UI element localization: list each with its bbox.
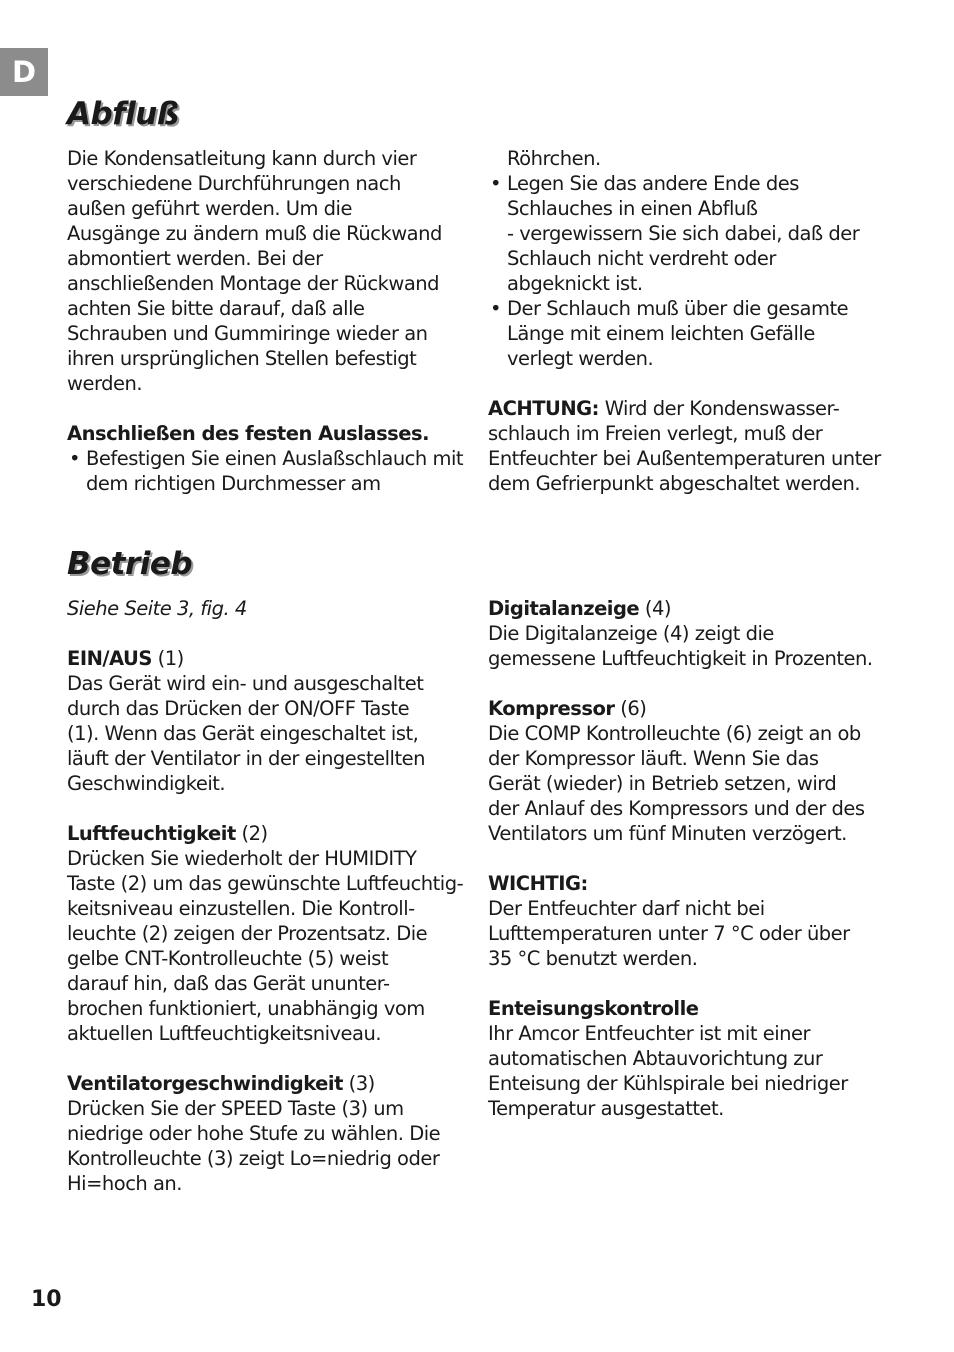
text-line: Lufttemperaturen unter 7 °C oder über — [488, 922, 850, 945]
fan-speed-heading: Ventilatorgeschwindigkeit — [67, 1072, 343, 1095]
language-tab: D — [0, 48, 48, 96]
bullet-continuation: Röhrchen. — [507, 147, 601, 170]
text-line: Schlauches in einen Abfluß — [507, 197, 758, 220]
subheading-fixed-outlet: Anschließen des festen Auslasses. — [67, 422, 430, 445]
bullet-item — [488, 296, 898, 371]
text-line: werden. — [67, 372, 143, 395]
einaus-heading: EIN/AUS — [67, 647, 152, 670]
defrost-heading: Enteisungskontrolle — [488, 997, 699, 1020]
digital-display-heading: Digitalanzeige — [488, 597, 640, 620]
ref-number: (1) — [157, 647, 184, 670]
important-block — [488, 871, 898, 971]
fan-speed-block — [67, 1071, 467, 1196]
betrieb-right-column — [488, 596, 898, 1121]
text-line: durch das Drücken der ON/OFF Taste — [67, 697, 410, 720]
bullet-item — [488, 171, 898, 296]
text-line: Geschwindigkeit. — [67, 772, 226, 795]
text-line: Die Kondensatleitung kann durch vier — [67, 147, 417, 170]
einaus-block — [67, 646, 467, 796]
text-line: automatischen Abtauvorichtung zur — [488, 1047, 823, 1070]
page-number: 10 — [31, 1287, 62, 1312]
text-line: (1). Wenn das Gerät eingeschaltet ist, — [67, 722, 419, 745]
compressor-heading: Kompressor — [488, 697, 615, 720]
text-line: Gerät (wieder) in Betrieb setzen, wird — [488, 772, 837, 795]
warning-label: ACHTUNG: — [488, 397, 599, 420]
text-line: außen geführt werden. Um die — [67, 197, 352, 220]
text-line: verschiedene Durchführungen nach — [67, 172, 401, 195]
abfluss-left-column — [67, 146, 467, 496]
text-line: Länge mit einem leichten Gefälle — [507, 322, 815, 345]
text-line: Die Digitalanzeige (4) zeigt die — [488, 622, 774, 645]
bullet-list — [488, 171, 898, 371]
text-line: brochen funktioniert, unabhängig vom — [67, 997, 425, 1020]
figure-reference: Siehe Seite 3, fig. 4 — [67, 597, 247, 620]
abfluss-right-column — [488, 146, 898, 496]
text-line: Der Schlauch muß über die gesamte — [507, 297, 849, 320]
text-line: Befestigen Sie einen Auslaßschlauch mit — [86, 447, 464, 470]
digital-display-block — [488, 596, 898, 671]
text-line: 35 °C benutzt werden. — [488, 947, 698, 970]
ref-number: (4) — [644, 597, 671, 620]
text-line: Drücken Sie der SPEED Taste (3) um — [67, 1097, 404, 1120]
text-line: achten Sie bitte darauf, daß alle — [67, 297, 365, 320]
text-line: abgeknickt ist. — [507, 272, 643, 295]
defrost-block — [488, 996, 898, 1121]
text-line: dem richtigen Durchmesser am — [86, 472, 381, 495]
humidity-block — [67, 821, 467, 1046]
text-line: schlauch im Freien verlegt, muß der — [488, 422, 823, 445]
humidity-heading: Luftfeuchtigkeit — [67, 822, 236, 845]
section-title-abfluss: Abfluß — [67, 96, 179, 132]
ref-number: (2) — [241, 822, 268, 845]
bullet-list — [67, 446, 467, 496]
text-line: Enteisung der Kühlspirale bei niedriger — [488, 1072, 848, 1095]
bullet-item — [67, 446, 467, 496]
text-line: dem Gefrierpunkt abgeschaltet werden. — [488, 472, 861, 495]
text-line: Schrauben und Gummiringe wieder an — [67, 322, 428, 345]
important-heading: WICHTIG: — [488, 872, 588, 895]
text-line: gemessene Luftfeuchtigkeit in Prozenten. — [488, 647, 873, 670]
text-line: Das Gerät wird ein- und ausgeschaltet — [67, 672, 424, 695]
text-line: verlegt werden. — [507, 347, 654, 370]
text-line: Schlauch nicht verdreht oder — [507, 247, 776, 270]
text-line: darauf hin, daß das Gerät ununter- — [67, 972, 390, 995]
text-line: der Anlauf des Kompressors und der des — [488, 797, 865, 820]
text-line: Drücken Sie wiederholt der HUMIDITY — [67, 847, 417, 870]
text-line: leuchte (2) zeigen der Prozentsatz. Die — [67, 922, 428, 945]
text-line: Taste (2) um das gewünschte Luftfeuchtig- — [67, 872, 464, 895]
text-line: Ventilators um fünf Minuten verzögert. — [488, 822, 847, 845]
text-line: Entfeuchter bei Außentemperaturen unter — [488, 447, 881, 470]
text-line: Ihr Amcor Entfeuchter ist mit einer — [488, 1022, 810, 1045]
text-line: keitsniveau einzustellen. Die Kontroll- — [67, 897, 415, 920]
compressor-block — [488, 696, 898, 846]
warning-paragraph — [488, 396, 898, 496]
text-line: niedrige oder hohe Stufe zu wählen. Die — [67, 1122, 441, 1145]
text-line: abmontiert werden. Bei der — [67, 247, 323, 270]
abfluss-intro — [67, 146, 467, 396]
text-line: Ausgänge zu ändern muß die Rückwand — [67, 222, 442, 245]
text-line: gelbe CNT-Kontrolleuchte (5) weist — [67, 947, 389, 970]
ref-number: (3) — [348, 1072, 375, 1095]
text-line: - vergewissern Sie sich dabei, daß der — [507, 222, 860, 245]
text-line: läuft der Ventilator in der eingestellten — [67, 747, 425, 770]
ref-number: (6) — [620, 697, 647, 720]
section-title-betrieb: Betrieb — [67, 546, 193, 582]
text-line: Der Entfeuchter darf nicht bei — [488, 897, 765, 920]
text-line: Hi=hoch an. — [67, 1172, 182, 1195]
text-line: anschließenden Montage der Rückwand — [67, 272, 440, 295]
text-line: Temperatur ausgestattet. — [488, 1097, 724, 1120]
text-line: Kontrolleuchte (3) zeigt Lo=niedrig oder — [67, 1147, 440, 1170]
text-line: Wird der Kondenswasser- — [604, 397, 840, 420]
text-line: Die COMP Kontrolleuchte (6) zeigt an ob — [488, 722, 861, 745]
text-line: aktuellen Luftfeuchtigkeitsniveau. — [67, 1022, 382, 1045]
text-line: der Kompressor läuft. Wenn Sie das — [488, 747, 819, 770]
text-line: Legen Sie das andere Ende des — [507, 172, 799, 195]
betrieb-left-column — [67, 596, 467, 1196]
text-line: ihren ursprünglichen Stellen befestigt — [67, 347, 417, 370]
